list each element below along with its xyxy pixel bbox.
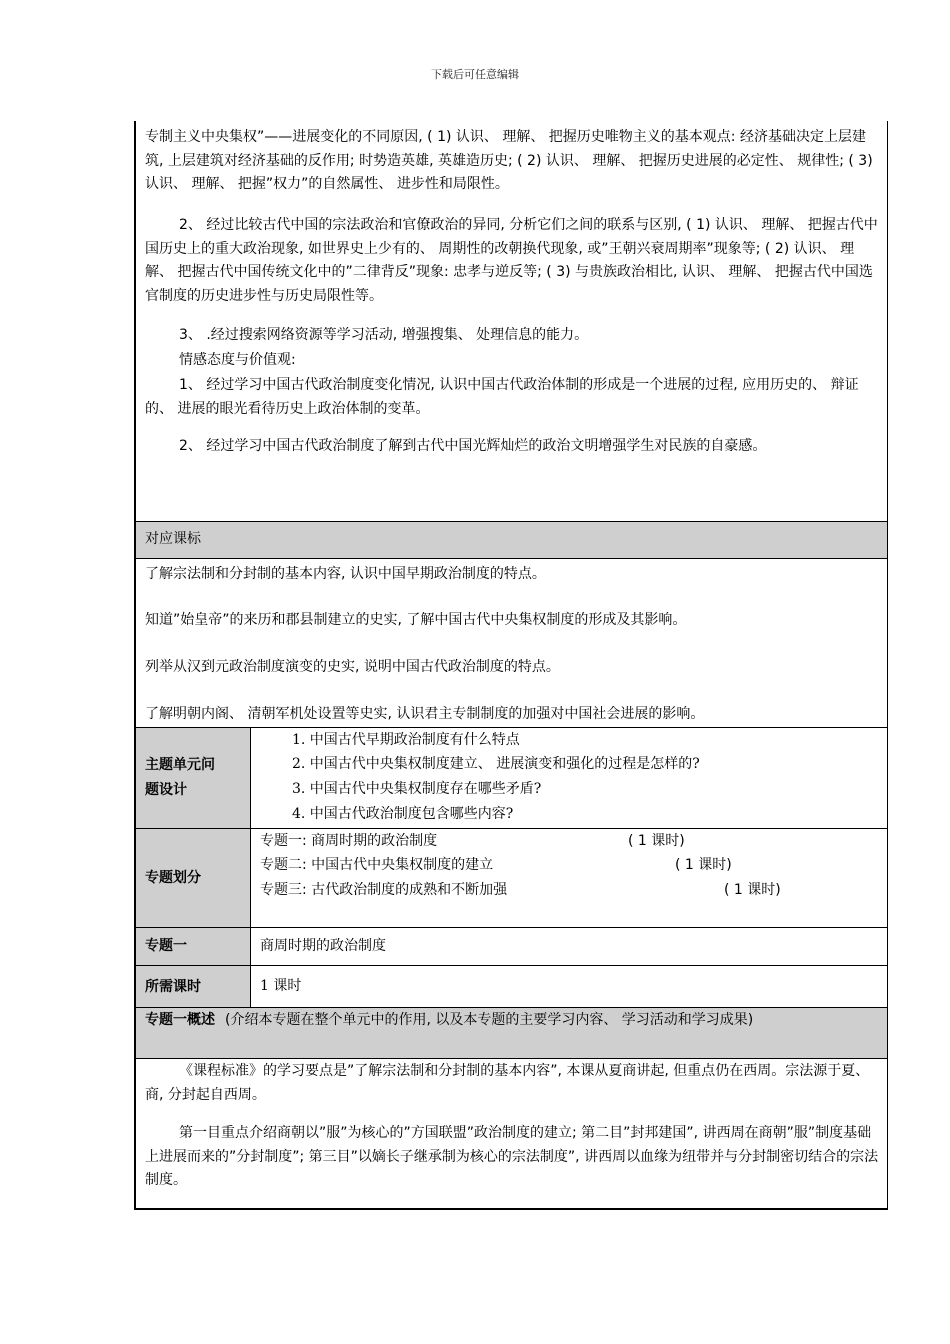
- topic1-value: 商周时期的政治制度: [260, 938, 386, 954]
- standard-item: 了解明朝内阁、 清朝军机处设置等史实, 认识君主专制制度的加强对中国社会进展的影响。: [145, 706, 705, 722]
- topic-item-name: 专题三: 古代政治制度的成熟和不断加强: [260, 882, 508, 898]
- topic-item-hours: ( 1 课时): [724, 882, 781, 898]
- intro-paragraph-3: 3、 .经过搜索网络资源等学习活动, 增强搜集、 处理信息的能力。: [179, 327, 589, 343]
- overview-paragraph-1: 《课程标准》的学习要点是”了解宗法制和分封制的基本内容”, 本课从夏商讲起, 但重点仍在西周。宗法源于夏、 商, 分封起自西周。: [145, 1063, 870, 1103]
- unit-questions-label-line2: 题设计: [145, 782, 187, 798]
- topic-item-hours: ( 1 课时): [628, 833, 685, 849]
- question-item: 1. 中国古代早期政治制度有什么特点: [292, 732, 520, 748]
- lesson-plan-table: [134, 121, 888, 1210]
- hours-label-cell: [136, 966, 251, 1007]
- topics-label-cell: [136, 829, 251, 927]
- hours-label: 所需课时: [145, 979, 201, 995]
- unit-questions-label-line1: 主题单元问: [145, 757, 215, 773]
- intro-paragraph-6: 2、 经过学习中国古代政治制度了解到古代中国光辉灿烂的政治文明增强学生对民族的自豪感。: [179, 438, 767, 454]
- topic1-label-cell: [136, 928, 251, 965]
- overview-note: (介绍本专题在整个单元中的作用, 以及本专题的主要学习内容、 学习活动和学习成果): [225, 1012, 754, 1028]
- overview-paragraph-2: 第一目重点介绍商朝以”服”为核心的”方国联盟”政治制度的建立; 第二目”封邦建国”, 讲西周在商朝”服”制度基础上进展而来的”分封制度”; 第三目”以嫡长子继承制为核心的宗法制度”, 讲西周以血缘为纽带并与分封制密切结合的宗法制度。: [145, 1125, 879, 1188]
- question-item: 2. 中国古代中央集权制度建立、 进展演变和强化的过程是怎样的?: [292, 756, 700, 772]
- topic-item-name: 专题一: 商周时期的政治制度: [260, 833, 438, 849]
- standards-title: 对应课标: [145, 531, 201, 547]
- standard-item: 列举从汉到元政治制度演变的史实, 说明中国古代政治制度的特点。: [145, 659, 560, 675]
- standards-header-bar: [136, 522, 887, 558]
- intro-paragraph-1: 专制主义中央集权”——进展变化的不同原因, ( 1) 认识、 理解、 把握历史唯物主义的基本观点: 经济基础决定上层建筑, 上层建筑对经济基础的反作用; 时势造英雄, 英雄造历史; ( 2) 认识、 理解、 把握历史进展的必定性、 规律性; ( 3) 认识、 理解、 把握”权力”的自然属性、 进步性和局限性。: [145, 129, 873, 192]
- question-item: 4. 中国古代政治制度包含哪些内容?: [292, 806, 514, 822]
- hours-value: 1 课时: [260, 978, 302, 994]
- unit-questions-label-cell: [136, 728, 251, 828]
- topic1-label: 专题一: [145, 938, 187, 954]
- question-item: 3. 中国古代中央集权制度存在哪些矛盾?: [292, 781, 542, 797]
- topic-item-hours: ( 1 课时): [675, 857, 732, 873]
- intro-paragraph-5: 1、 经过学习中国古代政治制度变化情况, 认识中国古代政治体制的形成是一个进展的过程, 应用历史的、 辩证的、 进展的眼光看待历史上政治体制的变革。: [145, 377, 859, 417]
- page-header: 下载后可任意编辑: [431, 68, 519, 81]
- standard-item: 知道”始皇帝”的来历和郡县制建立的史实, 了解中国古代中央集权制度的形成及其影响。: [145, 612, 687, 628]
- topic-item-name: 专题二: 中国古代中央集权制度的建立: [260, 857, 494, 873]
- topics-label: 专题划分: [145, 870, 201, 886]
- standard-item: 了解宗法制和分封制的基本内容, 认识中国早期政治制度的特点。: [145, 566, 546, 582]
- overview-label: 专题一概述: [145, 1012, 215, 1028]
- intro-paragraph-2: 2、 经过比较古代中国的宗法政治和官僚政治的异同, 分析它们之间的联系与区别, ( 1) 认识、 理解、 把握古代中国历史上的重大政治现象, 如世界史上少有的、 周期性的改朝换代现象, 或”王朝兴衰周期率”现象等; ( 2) 认识、 理解、 把握古代中国传统文化中的”二律背反”现象: 忠孝与逆反等; ( 3) 与贵族政治相比, 认识、 理解、 把握古代中国选官制度的历史进步性与历史局限性等。: [145, 217, 878, 304]
- overview-header-bar: [136, 1008, 887, 1058]
- attitude-heading: 情感态度与价值观:: [179, 352, 296, 368]
